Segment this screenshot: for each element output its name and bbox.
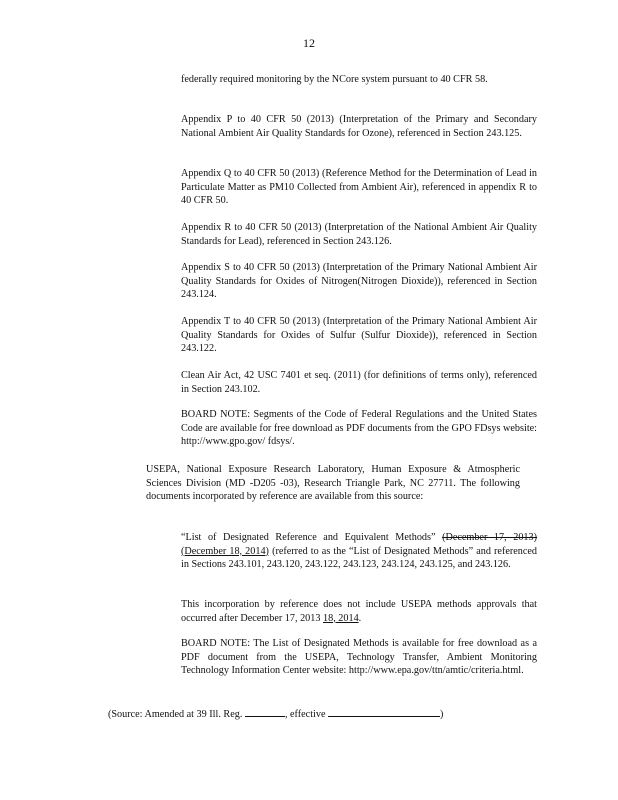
list-title-text: “List of Designated Reference and Equivalent Methods” (181, 532, 436, 543)
list-reference-text: (referred to as the “List of Designated Methods” and referenced in Sections 243.101, 243.120, 243.122, 243.123, 243.124, 243.125, and 243.126. (181, 545, 538, 571)
incorporation-end: . (358, 612, 362, 624)
source-prefix: (Source: Amended at 39 Ill. Reg. (108, 709, 243, 720)
inserted-date: (December 18, 2014) (181, 545, 269, 557)
source-note (108, 706, 443, 722)
source-middle: , effective (284, 709, 326, 720)
effective-date-blank (328, 706, 440, 717)
paragraph-appendix-r: Appendix R to 40 CFR 50 (2013) (Interpretation of the National Ambient Air Quality Standards for Lead), referenced in Section 243.126. (181, 222, 537, 247)
source-suffix: ) (440, 709, 444, 720)
deleted-date: (December 17, 2013) (442, 532, 538, 543)
paragraph-usepa-source: USEPA, National Exposure Research Laboratory, Human Exposure & Atmospheric Sciences Division (MD -D205 -03), Research Triangle Park, NC 27711. The following documents incorporated by reference are available from this source: (146, 464, 520, 503)
paragraph-ncore: federally required monitoring by the NCore system pursuant to 40 CFR 58. (181, 74, 488, 85)
paragraph-appendix-s: Appendix S to 40 CFR 50 (2013) (Interpretation of the Primary National Ambient Air Quality Standards for Oxides of Nitrogen(Nitrogen Dioxide)), referenced in Section 243.124. (181, 262, 537, 301)
register-page-blank (245, 706, 285, 717)
paragraph-appendix-p: Appendix P to 40 CFR 50 (2013) (Interpretation of the Primary and Secondary National Ambient Air Quality Standards for Ozone), referenced in Section 243.125. (181, 114, 537, 139)
paragraph-appendix-t: Appendix T to 40 CFR 50 (2013) (Interpretation of the Primary National Ambient Air Quality Standards for Oxides of Sulfur (Sulfur Dioxide)), referenced in Section 243.122. (181, 316, 537, 355)
paragraph-appendix-q: Appendix Q to 40 CFR 50 (2013) (Reference Method for the Determination of Lead in Particulate Matter as PM10 Collected from Ambient Air), referenced in appendix R to 40 CFR 50. (181, 168, 537, 207)
page-number: 12 (303, 36, 315, 50)
paragraph-clean-air-act: Clean Air Act, 42 USC 7401 et seq. (2011) (for definitions of terms only), referenced in Section 243.102. (181, 370, 537, 395)
paragraph-incorporation-limit (181, 598, 537, 625)
incorporation-text: This incorporation by reference does not include USEPA methods approvals that occurred after December 17, 2013 (181, 599, 537, 624)
board-note-amtic: BOARD NOTE: The List of Designated Methods is available for free download as a PDF document from the USEPA, Technology Transfer, Ambient Monitoring Technology Information Center website: http://www.epa.gov/ttn/amtic/criteria.html. (181, 638, 537, 677)
board-note-gpo: BOARD NOTE: Segments of the Code of Federal Regulations and the United States Code are available for free download as PDF documents from the GPO FDsys website: http://www.gpo.gov/ fdsys/. (181, 409, 537, 448)
inserted-date-2: 18, 2014 (323, 612, 359, 624)
paragraph-designated-methods-list (181, 531, 537, 572)
